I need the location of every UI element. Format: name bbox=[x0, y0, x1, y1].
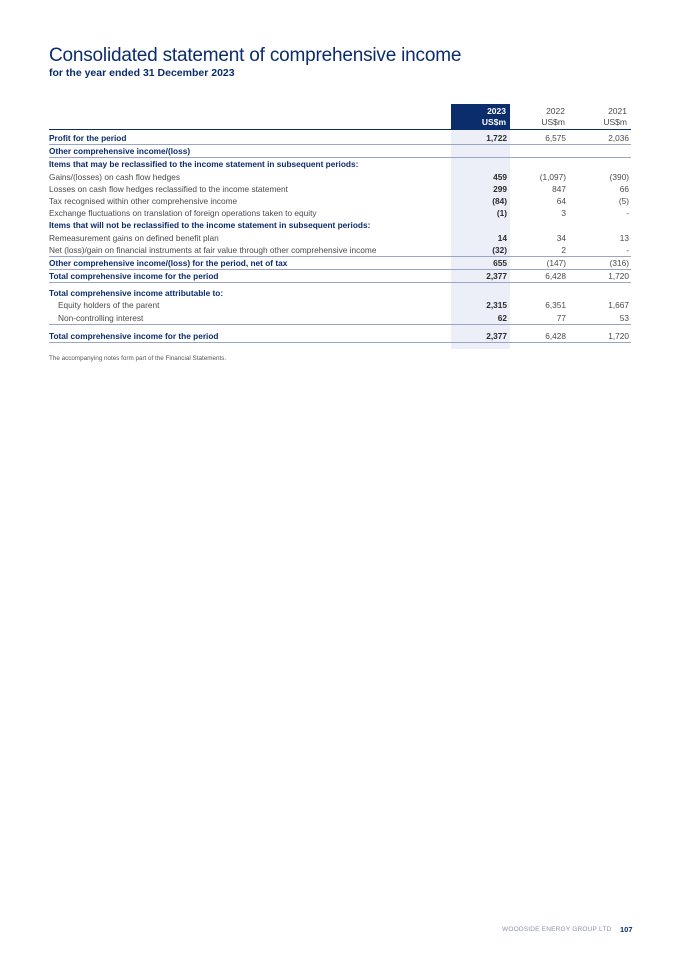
page-title: Consolidated statement of comprehensive income bbox=[49, 45, 462, 66]
value-2021: 53 bbox=[619, 312, 629, 323]
table-row bbox=[49, 158, 631, 170]
value-2022: (1,097) bbox=[539, 171, 566, 182]
table-row bbox=[49, 219, 631, 231]
value-2021: 1,667 bbox=[608, 300, 629, 311]
header-2021 bbox=[570, 106, 631, 128]
value-2023: 459 bbox=[493, 171, 507, 182]
value-2023: 2,315 bbox=[486, 300, 507, 311]
value-2022: 6,575 bbox=[545, 133, 566, 143]
value-2021: 1,720 bbox=[608, 330, 629, 341]
header-2023-year: 2023 bbox=[487, 106, 506, 116]
table-row bbox=[49, 207, 631, 219]
value-2023: 1,722 bbox=[486, 133, 507, 143]
header-divider bbox=[49, 129, 631, 130]
table-row bbox=[49, 312, 631, 325]
header-2022-unit: US$m bbox=[541, 117, 565, 127]
value-2022: 77 bbox=[556, 312, 566, 323]
footer-company: WOODSIDE ENERGY GROUP LTD bbox=[502, 926, 612, 933]
value-2021: 66 bbox=[619, 183, 629, 194]
row-label: Total comprehensive income attributable to: bbox=[49, 288, 224, 299]
row-label: Tax recognised within other comprehensive income bbox=[49, 195, 238, 206]
value-2022: 6,428 bbox=[545, 271, 566, 282]
table-row bbox=[49, 145, 631, 158]
row-label: Profit for the period bbox=[49, 133, 127, 143]
table-row bbox=[49, 195, 631, 207]
value-2023: 655 bbox=[493, 257, 507, 268]
value-2023: 2,377 bbox=[486, 330, 507, 341]
row-label: Items that may be reclassified to the income statement in subsequent periods: bbox=[49, 159, 359, 170]
header-2021-year: 2021 bbox=[608, 106, 627, 116]
row-label: Remeasurement gains on defined benefit plan bbox=[49, 232, 219, 243]
value-2023: 14 bbox=[497, 232, 507, 243]
table-row bbox=[49, 299, 631, 311]
header-2022-year: 2022 bbox=[546, 106, 565, 116]
value-2023: (84) bbox=[492, 195, 507, 206]
row-label: Items that will not be reclassified to the income statement in subsequent periods: bbox=[49, 220, 371, 231]
value-2021: (316) bbox=[609, 257, 629, 268]
value-2022: 6,351 bbox=[545, 300, 566, 311]
value-2021: 2,036 bbox=[608, 133, 629, 143]
header-2023-unit: US$m bbox=[481, 117, 506, 127]
row-label: Losses on cash flow hedges reclassified to the income statement bbox=[49, 183, 288, 194]
value-2023: 2,377 bbox=[486, 271, 507, 282]
table-row bbox=[49, 287, 631, 299]
value-2021: - bbox=[626, 244, 629, 255]
table-row bbox=[49, 244, 631, 257]
table-row bbox=[49, 257, 631, 270]
header-2023 bbox=[451, 106, 510, 128]
row-label: Equity holders of the parent bbox=[58, 300, 160, 311]
value-2022: 64 bbox=[556, 195, 566, 206]
row-label: Total comprehensive income for the period bbox=[49, 330, 219, 341]
table-header bbox=[49, 104, 631, 129]
value-2021: (5) bbox=[618, 195, 629, 206]
page-number: 107 bbox=[620, 925, 633, 934]
row-label: Total comprehensive income for the period bbox=[49, 271, 219, 282]
table-row bbox=[49, 270, 631, 283]
table-row bbox=[49, 330, 631, 343]
table-row bbox=[49, 183, 631, 195]
header-2022 bbox=[510, 106, 569, 128]
footnote: The accompanying notes form part of the Financial Statements. bbox=[49, 355, 227, 362]
value-2022: 6,428 bbox=[545, 330, 566, 341]
value-2022: 3 bbox=[561, 208, 566, 219]
row-label: Other comprehensive income/(loss) bbox=[49, 146, 191, 157]
row-label: Non-controlling interest bbox=[58, 312, 144, 323]
value-2021: (390) bbox=[609, 171, 629, 182]
value-2023: (32) bbox=[492, 244, 507, 255]
row-label: Other comprehensive income/(loss) for the period, net of tax bbox=[49, 257, 288, 268]
table-body bbox=[49, 132, 631, 343]
value-2023: (1) bbox=[496, 208, 507, 219]
table-row bbox=[49, 232, 631, 244]
value-2022: 34 bbox=[556, 232, 566, 243]
header-2021-unit: US$m bbox=[603, 117, 627, 127]
row-label: Net (loss)/gain on financial instruments at fair value through other comprehensive income bbox=[49, 244, 377, 255]
table-row bbox=[49, 171, 631, 183]
value-2021: 1,720 bbox=[608, 271, 629, 282]
row-label: Gains/(losses) on cash flow hedges bbox=[49, 171, 180, 182]
value-2022: 2 bbox=[561, 244, 566, 255]
value-2023: 299 bbox=[493, 183, 507, 194]
value-2021: 13 bbox=[619, 232, 629, 243]
value-2021: - bbox=[626, 208, 629, 219]
row-label: Exchange fluctuations on translation of foreign operations taken to equity bbox=[49, 208, 317, 219]
table-row bbox=[49, 132, 631, 145]
page-subtitle: for the year ended 31 December 2023 bbox=[49, 67, 235, 79]
value-2022: (147) bbox=[546, 257, 566, 268]
value-2022: 847 bbox=[552, 183, 566, 194]
value-2023: 62 bbox=[497, 312, 507, 323]
